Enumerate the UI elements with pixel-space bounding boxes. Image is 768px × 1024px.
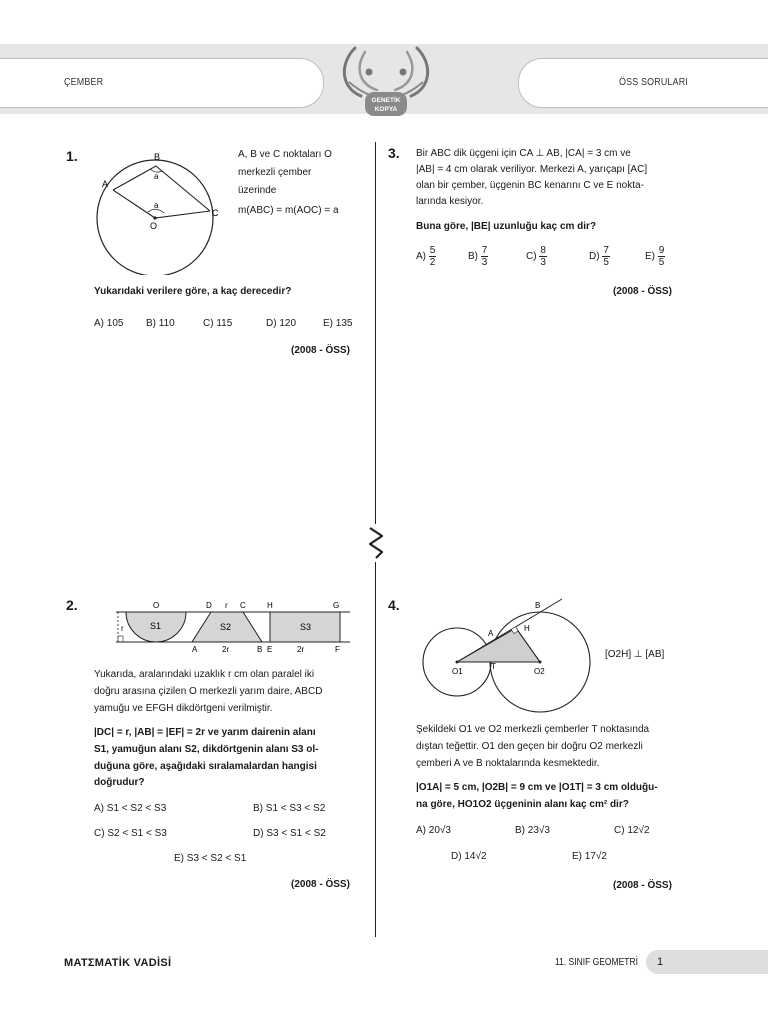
q4-line-2: dıştan teğettir. O1 den geçen bir doğru O2 merkezli — [416, 741, 643, 752]
q3-option-d[interactable] — [589, 245, 610, 268]
header-left-pill — [0, 58, 324, 108]
q3-option-b-num: 7 — [481, 245, 488, 256]
q2-label-G: G — [333, 601, 340, 610]
q3-option-a[interactable] — [416, 245, 436, 268]
q2-text-1: Yukarıda, aralarındaki uzaklık r cm olan paralel iki — [94, 669, 315, 680]
footer-brand: MATΣMATİK VADİSİ — [64, 957, 172, 969]
q2-label-C: C — [240, 601, 246, 610]
q3-option-d-fraction — [602, 245, 610, 268]
q3-option-e-fraction — [658, 245, 666, 268]
q3-option-d-num: 7 — [603, 245, 609, 256]
q3-option-c-num: 8 — [540, 245, 546, 256]
q3-line-3: olan bir çember, üçgenin BC kenarını C ve E nokta- — [416, 180, 644, 191]
q4-label-O2: O2 — [534, 667, 545, 676]
q1-question: Yukarıdaki verilere göre, a kaç derecedir? — [94, 286, 292, 297]
q2-option-b[interactable]: B) S1 < S3 < S2 — [253, 803, 326, 814]
q2-dim-r: r — [121, 624, 124, 633]
q3-option-c-fraction — [539, 245, 547, 268]
q4-bold-1: |O1A| = 5 cm, |O2B| = 9 cm ve |O1T| = 3 cm olduğu- — [416, 782, 658, 793]
logo-text-2: KOPYA — [374, 106, 398, 113]
q3-option-e-letter: E) — [645, 251, 655, 263]
q2-label-H: H — [267, 601, 273, 610]
section-title: ÖSS SORULARI — [619, 76, 688, 88]
q2-bold-4: doğrudur? — [94, 777, 145, 788]
q3-line-1: Bir ABC dik üçgeni için CA ⊥ AB, |CA| = 3 cm ve — [416, 148, 631, 159]
q2-shapes-figure — [110, 598, 360, 656]
q1-given-3: üzerinde — [238, 185, 277, 196]
q2-option-d[interactable]: D) S3 < S1 < S2 — [253, 828, 326, 839]
q4-label-B: B — [535, 601, 541, 610]
q3-number: 3. — [388, 145, 400, 161]
q2-text-3: yamuğu ve EFGH dikdörtgeni verilmiştir. — [94, 703, 273, 714]
q4-perp-note: [O2H] ⊥ [AB] — [605, 649, 665, 660]
q3-option-b-den: 3 — [481, 257, 488, 268]
page-number: 1 — [657, 956, 664, 968]
q2-text-2: doğru arasına çizilen O merkezli yarım daire, ABCD — [94, 686, 323, 697]
q3-option-b-letter: B) — [468, 251, 478, 263]
q3-option-d-den: 5 — [603, 257, 609, 268]
q4-label-O1: O1 — [452, 667, 463, 676]
q2-label-E: E — [267, 645, 273, 654]
q1-angle-a1: a — [154, 172, 159, 181]
q3-option-a-letter: A) — [416, 251, 426, 263]
q3-option-c[interactable] — [526, 245, 547, 268]
genetik-kopya-logo — [325, 44, 447, 122]
q4-line-3: çemberi A ve B noktalarında kesmektedir. — [416, 758, 600, 769]
q2-option-e[interactable]: E) S3 < S2 < S1 — [174, 853, 247, 864]
q1-given-2: merkezli çember — [238, 167, 312, 178]
q1-option-d[interactable]: D) 120 — [266, 318, 297, 329]
q2-number: 2. — [66, 597, 78, 613]
q3-option-c-den: 3 — [540, 257, 546, 268]
divider-mark — [366, 524, 386, 562]
q2-source: (2008 - ÖSS) — [291, 879, 350, 890]
q2-label-r: r — [225, 601, 228, 610]
chapter-title: ÇEMBER — [64, 76, 104, 88]
q4-label-A: A — [488, 629, 494, 638]
logo-text-1: GENETİK — [371, 97, 401, 104]
q3-option-a-den: 2 — [429, 257, 436, 268]
q1-label-O: O — [150, 221, 158, 231]
q2-bold-3: duğuna göre, aşağıdaki sıralamalardan hangisi — [94, 761, 317, 772]
q4-bold-2: na göre, HO1O2 üçgeninin alanı kaç cm² dir? — [416, 799, 629, 810]
q1-given-1: A, B ve C noktaları O — [238, 149, 332, 160]
q2-bold-1: |DC| = r, |AB| = |EF| = 2r ve yarım dairenin alanı — [94, 727, 316, 738]
q4-circles-figure — [410, 598, 600, 713]
q2-label-S2: S2 — [220, 622, 232, 632]
q1-number: 1. — [66, 148, 78, 164]
q1-label-C: C — [212, 208, 219, 218]
q3-option-a-num: 5 — [429, 245, 436, 256]
q3-source: (2008 - ÖSS) — [613, 286, 672, 297]
page-number-tab — [646, 950, 768, 974]
q2-label-B: B — [257, 645, 263, 654]
q4-option-c[interactable]: C) 12√2 — [614, 825, 650, 836]
q1-angle-a2: a — [154, 201, 159, 210]
q3-option-d-letter: D) — [589, 251, 600, 263]
q3-option-e-den: 5 — [658, 257, 665, 268]
q3-option-b[interactable] — [468, 245, 488, 268]
q2-label-O: O — [153, 601, 160, 610]
q2-label-A: A — [192, 645, 198, 654]
q2-label-2r-1: 2r — [222, 645, 230, 654]
q4-label-T: T — [491, 662, 496, 671]
q4-option-d[interactable]: D) 14√2 — [451, 851, 487, 862]
q1-option-e[interactable]: E) 135 — [323, 318, 353, 329]
q4-line-1: Şekildeki O1 ve O2 merkezli çemberler T noktasında — [416, 724, 650, 735]
q2-option-a[interactable]: A) S1 < S2 < S3 — [94, 803, 167, 814]
q3-option-a-fraction — [429, 245, 437, 268]
footer-course: 11. SINIF GEOMETRİ — [555, 957, 638, 968]
q3-line-2: |AB| = 4 cm olarak veriliyor. Merkezi A, yarıçapı [AC] — [416, 164, 648, 175]
q1-option-a[interactable]: A) 105 — [94, 318, 124, 329]
q3-option-e[interactable] — [645, 245, 665, 268]
q2-label-F: F — [335, 645, 340, 654]
q1-option-b[interactable]: B) 110 — [146, 318, 175, 329]
q3-line-4: larında kesiyor. — [416, 196, 484, 207]
q4-option-e[interactable]: E) 17√2 — [572, 851, 607, 862]
q3-option-b-fraction — [481, 245, 489, 268]
q4-source: (2008 - ÖSS) — [613, 880, 672, 891]
q1-label-A: A — [102, 179, 109, 189]
q1-option-c[interactable]: C) 115 — [203, 318, 233, 329]
q2-label-S3: S3 — [300, 622, 312, 632]
q2-option-c[interactable]: C) S2 < S1 < S3 — [94, 828, 167, 839]
q1-given-eq: m(ABC) = m(AOC) = a — [238, 205, 339, 216]
q2-label-S1: S1 — [150, 621, 162, 631]
q3-question: Buna göre, |BE| uzunluğu kaç cm dir? — [416, 221, 597, 232]
q3-option-e-num: 9 — [658, 245, 665, 256]
q2-label-D: D — [206, 601, 212, 610]
q4-label-H: H — [524, 624, 530, 633]
q2-bold-2: S1, yamuğun alanı S2, dikdörtgenin alanı S3 ol- — [94, 744, 319, 755]
q1-label-B: B — [154, 152, 161, 162]
q2-label-2r-2: 2r — [297, 645, 305, 654]
q4-number: 4. — [388, 597, 400, 613]
q3-option-c-letter: C) — [526, 251, 537, 263]
q4-option-a[interactable]: A) 20√3 — [416, 825, 451, 836]
q1-source: (2008 - ÖSS) — [291, 345, 350, 356]
q1-circle-figure — [90, 150, 230, 275]
q4-option-b[interactable]: B) 23√3 — [515, 825, 550, 836]
